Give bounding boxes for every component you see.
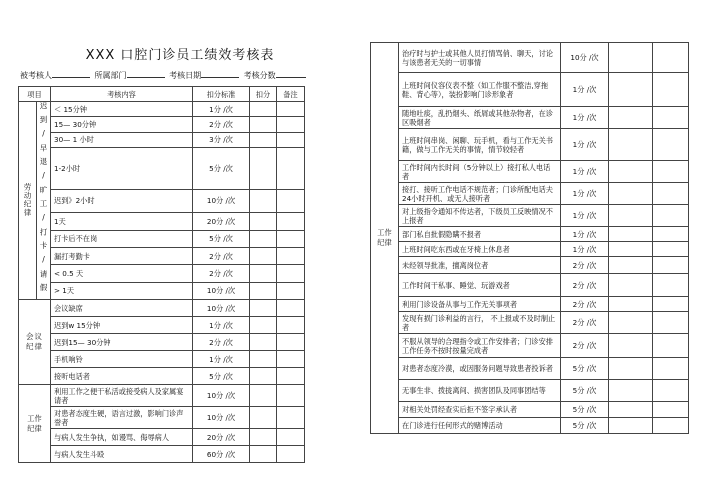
row-score: 2分 /次 — [561, 274, 609, 297]
remark-cell[interactable] — [277, 351, 305, 368]
table-row — [371, 107, 689, 129]
deduct-cell[interactable] — [609, 183, 653, 205]
deduct-cell[interactable] — [609, 418, 653, 434]
table-row — [371, 183, 689, 205]
row-score: 1分 /次 — [193, 351, 250, 368]
row-content: 对患者态度生硬，语言过激，影响门诊声誉者 — [51, 407, 193, 429]
deduct-cell[interactable] — [250, 213, 277, 230]
header-remark: 备注 — [277, 87, 305, 102]
row-content: > 1天 — [51, 282, 193, 299]
remark-cell[interactable] — [653, 183, 689, 205]
row-content: 与病人发生斗殴 — [51, 446, 193, 463]
table-row — [19, 102, 305, 117]
subcategory-labor: 迟到/早退/旷工/打卡/请假 — [39, 102, 48, 297]
examinee-label: 被考核人 — [20, 71, 52, 80]
category-meeting: 会议纪律 — [19, 300, 51, 385]
row-content: 15— 30分钟 — [51, 117, 193, 132]
examinee-field[interactable] — [52, 77, 90, 78]
deduct-cell[interactable] — [609, 129, 653, 161]
table-row — [19, 213, 305, 230]
remark-cell[interactable] — [653, 107, 689, 129]
remark-cell[interactable] — [277, 230, 305, 247]
row-score: 3分 /次 — [193, 132, 250, 147]
remark-cell[interactable] — [277, 117, 305, 132]
score-label: 考核分数 — [243, 71, 276, 80]
score-field[interactable] — [276, 77, 306, 78]
info-line — [20, 70, 308, 81]
remark-cell[interactable] — [277, 385, 305, 407]
deduct-cell[interactable] — [250, 429, 277, 446]
remark-cell[interactable] — [653, 380, 689, 402]
deduct-cell[interactable] — [609, 107, 653, 129]
deduct-cell[interactable] — [250, 282, 277, 299]
table-row — [371, 43, 689, 73]
row-content: 迟到w 15分钟 — [51, 317, 193, 334]
deduct-cell[interactable] — [250, 407, 277, 429]
header-item: 项目 — [19, 87, 51, 102]
deduct-cell[interactable] — [609, 380, 653, 402]
table-row — [371, 358, 689, 380]
deduct-cell[interactable] — [609, 334, 653, 358]
table-row — [19, 247, 305, 264]
row-score: 10分 /次 — [193, 385, 250, 407]
remark-cell[interactable] — [653, 43, 689, 73]
table-row — [19, 368, 305, 385]
deduct-cell[interactable] — [609, 297, 653, 312]
remark-cell[interactable] — [653, 312, 689, 334]
table-row — [371, 205, 689, 227]
header-standard: 扣分标准 — [193, 87, 250, 102]
row-content: 与病人发生争执，如谩骂、侮辱病人 — [51, 429, 193, 446]
table-row — [19, 429, 305, 446]
deduct-cell[interactable] — [250, 446, 277, 463]
table-row — [371, 161, 689, 183]
deduct-cell[interactable] — [609, 312, 653, 334]
table-row — [19, 385, 305, 407]
row-score: 20分 /次 — [193, 429, 250, 446]
table-row — [371, 242, 689, 257]
deduct-cell[interactable] — [609, 358, 653, 380]
page-title: XXX 口腔门诊员工绩效考核表 — [85, 48, 275, 63]
deduct-cell[interactable] — [250, 230, 277, 247]
table-row — [19, 265, 305, 282]
row-score: 5分 /次 — [193, 230, 250, 247]
remark-cell[interactable] — [653, 227, 689, 242]
deduct-cell[interactable] — [609, 274, 653, 297]
remark-cell[interactable] — [277, 300, 305, 317]
row-content: 上班时间仪容仪表不整（如工作服不整洁,穿拖鞋、背心等），装扮影响门诊形象者 — [399, 73, 561, 107]
row-score: 1分 /次 — [193, 317, 250, 334]
row-score: 2分 /次 — [193, 265, 250, 282]
deduct-cell[interactable] — [250, 117, 277, 132]
deduct-cell[interactable] — [250, 132, 277, 147]
table-row — [19, 407, 305, 429]
row-content: 手机响铃 — [51, 351, 193, 368]
remark-cell[interactable] — [653, 257, 689, 274]
row-score: 2分 /次 — [193, 334, 250, 351]
deduct-cell[interactable] — [609, 205, 653, 227]
row-score: 60分 /次 — [193, 446, 250, 463]
row-score: 1分 /次 — [561, 205, 609, 227]
row-score: 10分 /次 — [193, 300, 250, 317]
deduct-cell[interactable] — [250, 247, 277, 264]
row-content: 利用工作之便干私活或接受病人及家属宴请者 — [51, 385, 193, 407]
remark-cell[interactable] — [653, 418, 689, 434]
remark-cell[interactable] — [653, 205, 689, 227]
row-score: 2分 /次 — [561, 312, 609, 334]
deduct-cell[interactable] — [609, 227, 653, 242]
deduct-cell[interactable] — [250, 385, 277, 407]
right-evaluation-table — [370, 42, 689, 434]
row-score: 2分 /次 — [561, 334, 609, 358]
deduct-cell[interactable] — [250, 300, 277, 317]
row-content: 30— 1 小时 — [51, 132, 193, 147]
row-content: 接打、接听工作电话不规范者；门诊所配电话夫24小时开机、或无人接听者 — [399, 183, 561, 205]
row-content: 无事生非、拨拢离间、损害团队及同事团结等 — [399, 380, 561, 402]
category-work-left: 工作纪律 — [19, 385, 51, 463]
row-score: 1分 /次 — [561, 227, 609, 242]
row-score: 10分 /次 — [193, 282, 250, 299]
date-field[interactable] — [201, 77, 239, 78]
deduct-cell[interactable] — [250, 368, 277, 385]
table-row — [371, 129, 689, 161]
row-score: 10分 /次 — [193, 407, 250, 429]
deduct-cell[interactable] — [609, 161, 653, 183]
deduct-cell[interactable] — [609, 402, 653, 418]
remark-cell[interactable] — [277, 147, 305, 189]
row-content: 漏打考勤卡 — [51, 247, 193, 264]
remark-cell[interactable] — [653, 297, 689, 312]
table-row — [371, 297, 689, 312]
remark-cell[interactable] — [277, 247, 305, 264]
row-content: 1天 — [51, 213, 193, 230]
remark-cell[interactable] — [277, 317, 305, 334]
row-content: ＜ 15分钟 — [51, 102, 193, 117]
row-content: 迟到》2小时 — [51, 189, 193, 212]
table-row — [19, 132, 305, 147]
row-score: 1分 /次 — [561, 73, 609, 107]
category-labor: 劳动纪律 — [19, 102, 37, 300]
row-score: 1分 /次 — [561, 129, 609, 161]
header-row — [19, 87, 305, 102]
table-row — [371, 257, 689, 274]
row-score: 1分 /次 — [561, 183, 609, 205]
row-score: 2分 /次 — [193, 247, 250, 264]
row-content: 在门诊进行任何形式的赌博活动 — [399, 418, 561, 434]
table-row — [371, 334, 689, 358]
deduct-cell[interactable] — [250, 102, 277, 117]
remark-cell[interactable] — [653, 274, 689, 297]
deduct-cell[interactable] — [609, 257, 653, 274]
table-row — [19, 446, 305, 463]
row-content: 工作时间内长时间（5分钟以上）接打私人电话者 — [399, 161, 561, 183]
row-content: 对相关处罚经查实后拒不签字承认者 — [399, 402, 561, 418]
category-work-right: 工作纪律 — [371, 43, 399, 434]
deduct-cell[interactable] — [250, 265, 277, 282]
table-row — [371, 380, 689, 402]
deduct-cell[interactable] — [250, 351, 277, 368]
row-content: 工作时间干私事、睡觉、玩游戏者 — [399, 274, 561, 297]
row-content: 随地吐痰，乱扔烟头、纸屑或其他杂物者，在诊区吸烟者 — [399, 107, 561, 129]
header-content: 考核内容 — [51, 87, 193, 102]
remark-cell[interactable] — [277, 446, 305, 463]
row-score: 1分 /次 — [561, 242, 609, 257]
deduct-cell[interactable] — [250, 317, 277, 334]
row-score: 5分 /次 — [193, 147, 250, 189]
row-content: 打卡后不在岗 — [51, 230, 193, 247]
remark-cell[interactable] — [277, 102, 305, 117]
row-content: 未经领导批准，擅离岗位者 — [399, 257, 561, 274]
row-content: 接听电话者 — [51, 368, 193, 385]
remark-cell[interactable] — [277, 334, 305, 351]
table-row — [371, 312, 689, 334]
row-content: 上班时间串岗、闲聊、玩手机，看与工作无关书籍，做与工作无关的事情，情节较轻者 — [399, 129, 561, 161]
table-row — [19, 317, 305, 334]
row-score: 5分 /次 — [561, 418, 609, 434]
remark-cell[interactable] — [653, 402, 689, 418]
row-score: 1分 /次 — [193, 102, 250, 117]
table-row — [371, 402, 689, 418]
dept-field[interactable] — [127, 77, 165, 78]
date-label: 考核日期 — [169, 71, 202, 80]
remark-cell[interactable] — [277, 132, 305, 147]
remark-cell[interactable] — [653, 358, 689, 380]
row-content: 利用门诊设备从事与工作无关事项者 — [399, 297, 561, 312]
remark-cell[interactable] — [277, 429, 305, 446]
header-deduct: 扣分 — [250, 87, 277, 102]
row-score: 5分 /次 — [561, 380, 609, 402]
deduct-cell[interactable] — [609, 73, 653, 107]
row-score: 10分 /次 — [561, 43, 609, 73]
table-row — [371, 73, 689, 107]
table-row — [19, 300, 305, 317]
row-content: 1-2小时 — [51, 147, 193, 189]
remark-cell[interactable] — [653, 161, 689, 183]
remark-cell[interactable] — [653, 334, 689, 358]
row-content: 对上级指令通知不传达者，下级员工反映情况不上报者 — [399, 205, 561, 227]
row-content: 对患者态度冷漠，或因服务问题导致患者投诉者 — [399, 358, 561, 380]
left-evaluation-table — [18, 86, 305, 463]
deduct-cell[interactable] — [250, 147, 277, 189]
deduct-cell[interactable] — [609, 242, 653, 257]
table-row — [19, 147, 305, 189]
row-content: 迟到15— 30分钟 — [51, 334, 193, 351]
remark-cell[interactable] — [277, 407, 305, 429]
remark-cell[interactable] — [277, 265, 305, 282]
row-score: 2分 /次 — [561, 297, 609, 312]
table-row — [19, 117, 305, 132]
row-score: 1分 /次 — [561, 107, 609, 129]
row-score: 5分 /次 — [193, 368, 250, 385]
deduct-cell[interactable] — [609, 43, 653, 73]
deduct-cell[interactable] — [250, 334, 277, 351]
table-row — [19, 282, 305, 299]
remark-cell[interactable] — [277, 368, 305, 385]
row-score: 5分 /次 — [561, 402, 609, 418]
row-score: 2分 /次 — [561, 257, 609, 274]
row-content: 不服从领导的合理指令或工作安排者；门诊安排工作任务不按时按量完成者 — [399, 334, 561, 358]
table-row — [19, 230, 305, 247]
table-row — [19, 351, 305, 368]
row-content: 治疗时与护士或其他人员打情骂俏、聊天，讨论与该患者无关的一切事情 — [399, 43, 561, 73]
remark-cell[interactable] — [277, 282, 305, 299]
remark-cell[interactable] — [277, 213, 305, 230]
row-content: 上班时间吃东西或在牙椅上休息者 — [399, 242, 561, 257]
row-content: 会议缺席 — [51, 300, 193, 317]
remark-cell[interactable] — [653, 242, 689, 257]
row-content: 发现有损门诊利益的言行， 不上报或不及时制止者 — [399, 312, 561, 334]
remark-cell[interactable] — [653, 129, 689, 161]
dept-label: 所属部门 — [94, 71, 127, 80]
table-row — [19, 334, 305, 351]
deduct-cell[interactable] — [250, 189, 277, 212]
table-row — [19, 189, 305, 212]
row-content: 部门私自批假隐瞒不报者 — [399, 227, 561, 242]
table-row — [371, 227, 689, 242]
table-row — [371, 274, 689, 297]
row-score: 2分 /次 — [193, 117, 250, 132]
table-row — [371, 418, 689, 434]
row-score: 20分 /次 — [193, 213, 250, 230]
remark-cell[interactable] — [277, 189, 305, 212]
row-score: 5分 /次 — [561, 358, 609, 380]
row-content: < 0.5 天 — [51, 265, 193, 282]
row-score: 10分 /次 — [193, 189, 250, 212]
row-score: 1分 /次 — [561, 161, 609, 183]
remark-cell[interactable] — [653, 73, 689, 107]
